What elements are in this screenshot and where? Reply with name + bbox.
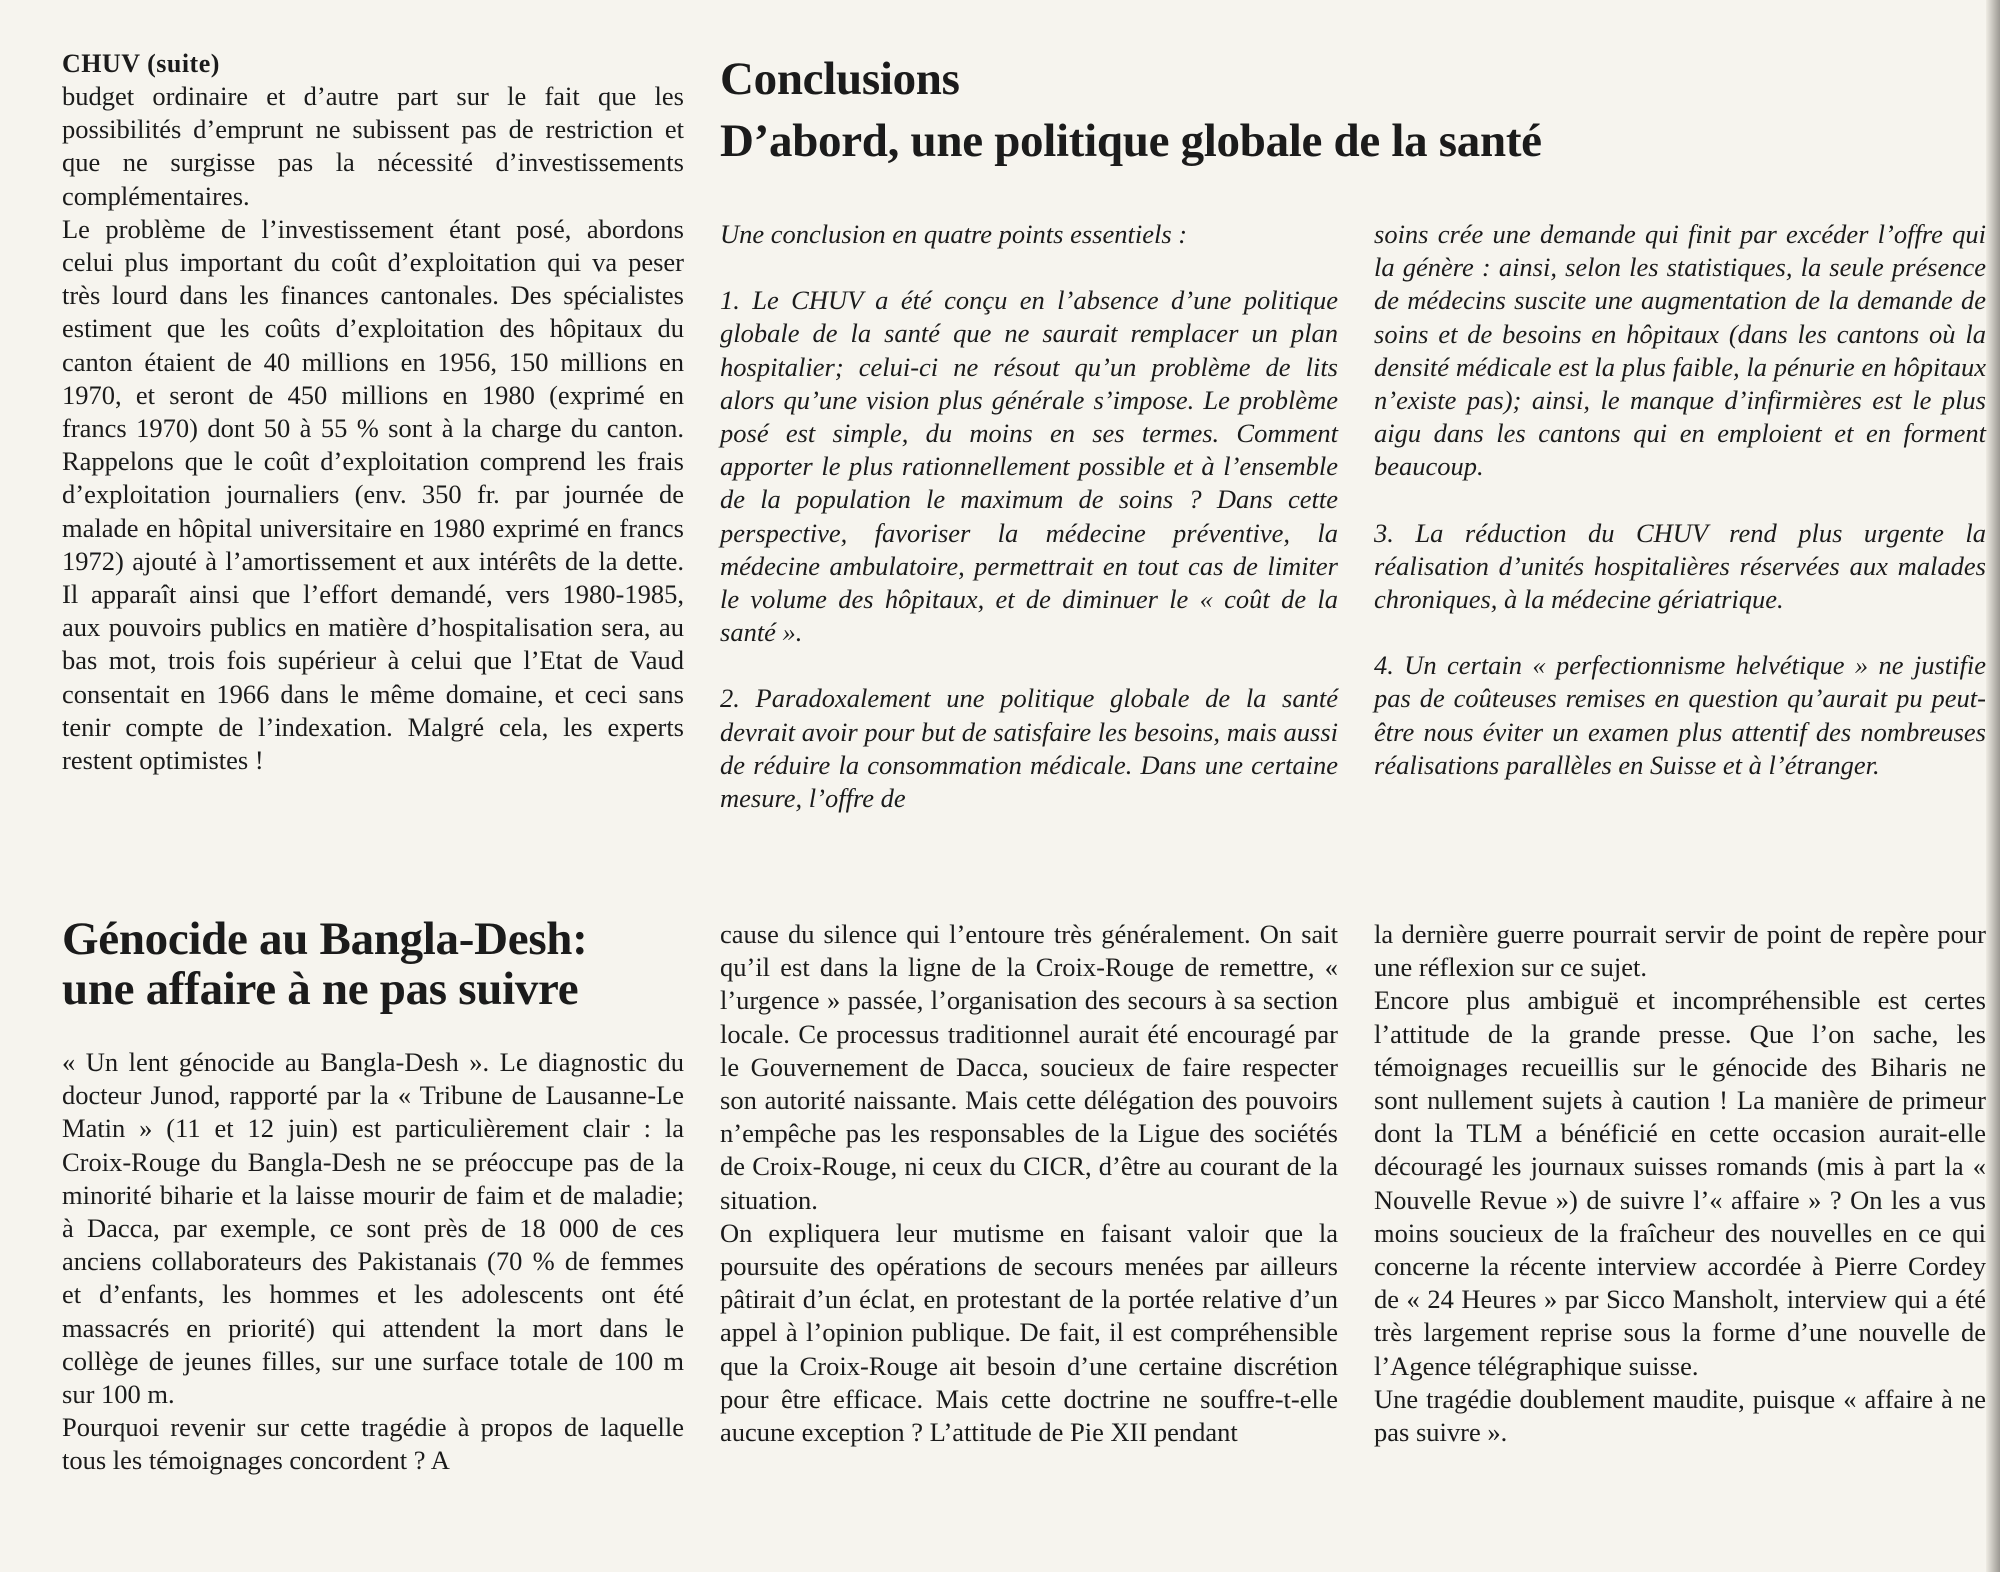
conclusion-point-2-continued: soins crée une demande qui finit par excéder l’offre qui la génère : ainsi, selon les statistiques, la seule présence de médecins suscite une augmentation de la demande de soins et de besoins en hôpitaux (dans les cantons où la densité médicale est la plus faible, la pénurie en hôpitaux n’existe pas); ainsi, le manque d’infirmières est le plus aigu dans les cantons qui en emploient et en forment beaucoup. xyxy=(1374,219,1986,482)
running-header: CHUV (suite) xyxy=(62,49,220,78)
bangla-paragraph: la dernière guerre pourrait servir de point de repère pour une réflexion sur ce sujet. xyxy=(1374,919,1986,983)
chuv-paragraph: Le problème de l’investissement étant posé, abordons celui plus important du coût d’exploitation qui va peser très lourd dans les finances cantonales. Des spécialistes estiment que les coûts d’exploitation des hôpitaux du canton étaient de 40 millions en 1956, 150 millions en 1970, et seront de 450 millions en 1980 (exprimé en francs 1970) dont 50 à 55 % sont à la charge du canton. Rappelons que le coût d’exploitation comprend les frais d’exploitation journaliers (env. 350 fr. par journée de malade en hôpital universitaire en 1980 exprimé en francs 1972) ajouté à l’amortissement et aux intérêts de la dette. Il apparaît ainsi que l’effort demandé, vers 1980-1985, aux pouvoirs publics en matière d’hospitalisation sera, au bas mot, trois fois supérieur à celui que l’Etat de Vaud consentait en 1966 dans le même domaine, et ceci sans tenir compte de l’indexation. Malgré cela, les experts restent optimistes ! xyxy=(62,213,684,776)
bangla-column-1 xyxy=(62,914,684,1478)
bangla-paragraph: cause du silence qui l’entoure très généralement. On sait qu’il est dans la ligne de la Croix-Rouge de remettre, « l’urgence » passée, l’organisation des secours à sa section locale. Ce processus traditionnel aurait été encouragé par le Gouvernement de Dacca, soucieux de faire respecter son autorité naissante. Mais cette délégation des pouvoirs n’empêche pas les responsables de la Ligue des sociétés de Croix-Rouge, ni ceux du CICR, d’être au courant de la situation. xyxy=(720,919,1338,1215)
conclusion-point-4: 4. Un certain « perfectionnisme helvétique » ne justifie pas de coûteuses remises en question qu’aurait pu peut-être nous éviter un examen plus attentif des nombreuses réalisations parallèles en Suisse et à l’étranger. xyxy=(1374,650,1986,780)
conclusions-intro: Une conclusion en quatre points essentiels : xyxy=(720,219,1188,249)
conclusions-column-left xyxy=(720,218,1338,815)
conclusion-point-3: 3. La réduction du CHUV rend plus urgente la réalisation d’unités hospitalières réservées aux malades chroniques, à la médecine gériatrique. xyxy=(1374,517,1986,615)
conclusion-point-2: 2. Paradoxalement une politique globale de la santé devrait avoir pour but de satisfaire les besoins, mais aussi de réduire la consommation médicale. Dans une certaine mesure, l’offre de xyxy=(720,683,1338,814)
chuv-paragraph: budget ordinaire et d’autre part sur le fait que les possibilités d’emprunt ne subissent pas de restriction et que ne surgisse pas la nécessité d’investissements complémentaires. xyxy=(62,81,684,211)
conclusions-heading: Conclusions xyxy=(720,53,960,105)
bangla-paragraph: Encore plus ambiguë et incompréhensible est certes l’attitude de la grande presse. Que l’on sache, les témoignages recueillis sur le génocide des Biharis ne sont nullement sujets à caution ! La manière de primeur dont la TLM a bénéficié en cette occasion aurait-elle découragé les journaux suisses romands (mis à part la « Nouvelle Revue ») de suivre l’« affaire » ? On les a vus moins soucieux de la fraîcheur des nouvelles en ce qui concerne la récente interview accordée à Pierre Cordey de « 24 Heures » par Sicco Mansholt, interview qui a été très largement reprise sous la forme d’une nouvelle de l’Agence télégraphique suisse. xyxy=(1374,985,1986,1381)
bangla-paragraph: « Un lent génocide au Bangla-Desh ». Le diagnostic du docteur Junod, rapporté par la « Tribune de Lausanne-Le Matin » (11 et 12 juin) est particulièrement clair : la Croix-Rouge du Bangla-Desh ne se préoccupe pas de la minorité biharie et la laisse mourir de faim et de maladie; à Dacca, par exemple, ce sont près de 18 000 de ces anciens collaborateurs des Pakistanais (70 % de femmes et d’enfants, les hommes et les adolescents ont été massacrés en priorité) qui attendent la mort dans le collège de jeunes filles, sur une surface totale de 100 m sur 100 m. xyxy=(62,1047,684,1410)
bangla-paragraph: Une tragédie doublement maudite, puisque « affaire à ne pas suivre ». xyxy=(1374,1383,1986,1448)
conclusions-header xyxy=(720,50,1980,170)
bangla-column-3 xyxy=(1374,918,1986,1449)
conclusions-column-right xyxy=(1374,218,1986,782)
bangla-paragraph: Pourquoi revenir sur cette tragédie à propos de laquelle tous les témoignages concordent ? A xyxy=(62,1412,684,1476)
chuv-column xyxy=(62,48,684,777)
bangla-paragraph: On expliquera leur mutisme en faisant valoir que la poursuite des opérations de secours menées par ailleurs pâtirait d’un éclat, en protestant de la portée relative d’un appel à l’opinion publique. De fait, il est compréhensible que la Croix-Rouge ait besoin d’une certaine discrétion pour être efficace. Mais cette doctrine ne souffre-t-elle aucune exception ? L’attitude de Pie XII pendant xyxy=(720,1217,1338,1448)
bangla-title-line-1: Génocide au Bangla-Desh: xyxy=(62,913,588,965)
conclusions-subheading: D’abord, une politique globale de la santé xyxy=(720,115,1542,167)
bangla-column-2 xyxy=(720,918,1338,1449)
conclusion-point-1: 1. Le CHUV a été conçu en l’absence d’une politique globale de la santé que ne saurait remplacer un plan hospitalier; celui-ci ne résout qu’un problème de lits alors qu’une vision plus générale s’impose. Le problème posé est simple, du moins en ses termes. Comment apporter le plus rationnellement possible et à l’ensemble de la population le maximum de soins ? Dans cette perspective, favoriser la médecine préventive, la médecine ambulatoire, permettrait en tout cas de limiter le volume des hôpitaux, et de diminuer le « coût de la santé ». xyxy=(720,285,1338,648)
page-edge-shadow xyxy=(1986,0,2000,1572)
bangla-title-line-2: une affaire à ne pas suivre xyxy=(62,963,579,1015)
